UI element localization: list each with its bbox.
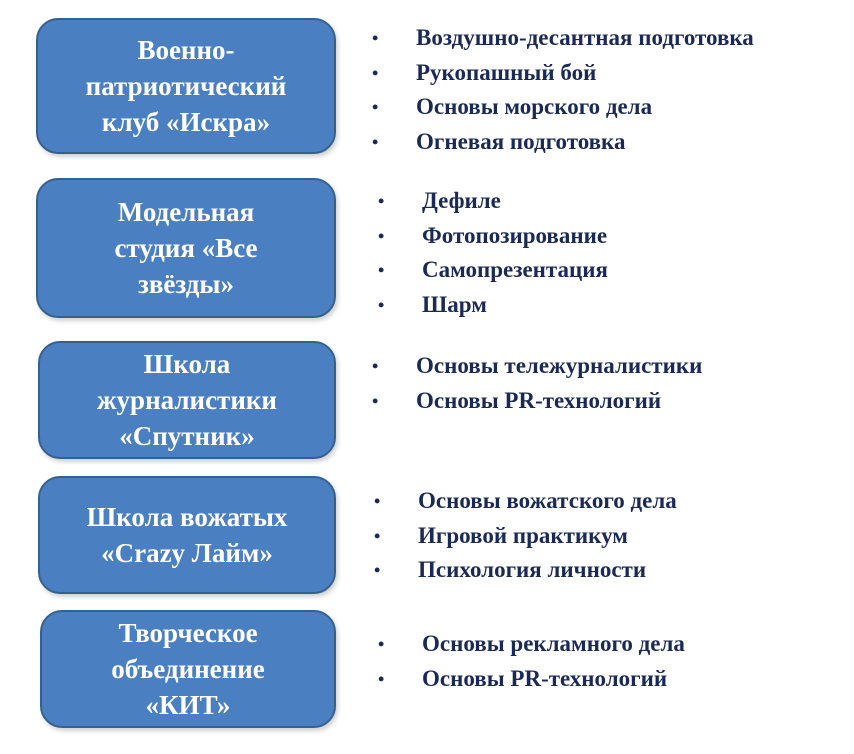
bullet-icon: • <box>372 97 379 117</box>
bullet-icon: • <box>378 225 385 246</box>
group-items-kit <box>376 627 685 696</box>
bullet-icon: • <box>378 634 385 654</box>
group-box-crazy-lime <box>38 476 336 594</box>
list-item: • Фотопозирование <box>376 219 608 254</box>
group-title: Школа журналистики «Спутник» <box>96 349 277 451</box>
list-item: • Дефиле <box>376 184 608 219</box>
group-items-all-stars <box>376 184 608 322</box>
bullet-icon: • <box>372 356 379 376</box>
bullet-icon: • <box>372 390 379 411</box>
bullet-icon: • <box>378 294 385 315</box>
list-item: • Огневая подготовка <box>370 125 754 160</box>
list-item: • Психология личности <box>372 553 677 588</box>
group-box-sputnik <box>38 341 336 459</box>
bullet-icon: • <box>372 62 379 83</box>
bullet-icon: • <box>374 491 381 511</box>
list-item: • Основы PR-технологий <box>376 662 685 697</box>
list-item: • Основы морского дела <box>370 90 754 125</box>
list-item: • Воздушно-десантная подготовка <box>370 21 754 56</box>
list-item: • Основы PR-технологий <box>370 384 702 419</box>
group-box-kit <box>40 610 336 728</box>
group-items-sputnik <box>370 349 702 418</box>
bullet-icon: • <box>374 525 381 546</box>
group-items-iskra <box>370 21 754 159</box>
list-item: • Рукопашный бой <box>370 56 754 91</box>
list-item: • Игровой практикум <box>372 519 677 554</box>
group-title: Творческое объединение «КИТ» <box>111 618 265 720</box>
bullet-icon: • <box>378 191 385 211</box>
list-item: • Основы вожатского дела <box>372 484 677 519</box>
list-item: • Самопрезентация <box>376 253 608 288</box>
list-item: • Шарм <box>376 288 608 323</box>
group-title: Модельная студия «Все звёзды» <box>114 197 258 299</box>
bullet-icon: • <box>378 260 385 280</box>
group-items-crazy-lime <box>372 484 677 588</box>
group-title: Военно- патриотический клуб «Искра» <box>85 35 287 137</box>
bullet-icon: • <box>374 560 381 580</box>
list-item: • Основы тележурналистики <box>370 349 702 384</box>
group-box-iskra <box>36 18 336 154</box>
bullet-icon: • <box>372 131 379 152</box>
list-item: • Основы рекламного дела <box>376 627 685 662</box>
bullet-icon: • <box>372 28 379 48</box>
bullet-icon: • <box>378 668 385 689</box>
group-box-all-stars <box>36 178 336 318</box>
group-title: Школа вожатых «Crazy Лайм» <box>86 502 288 568</box>
